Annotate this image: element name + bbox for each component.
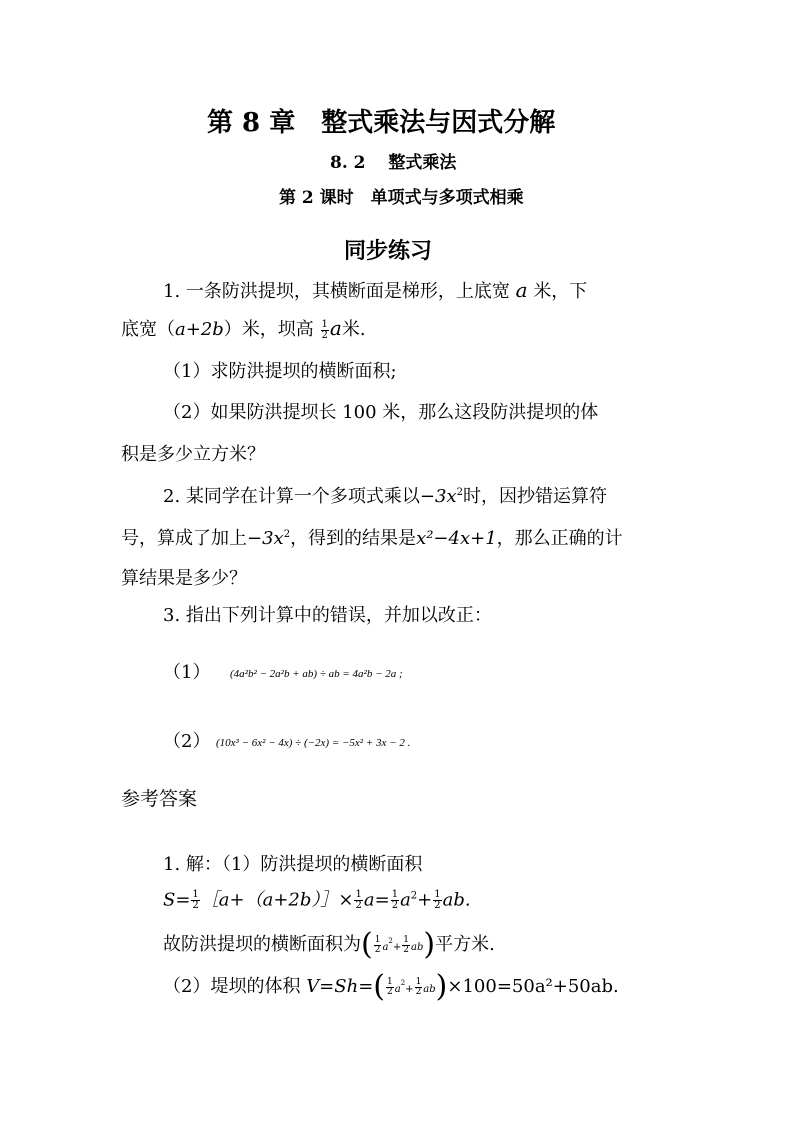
a1-s: S=: [163, 889, 191, 911]
practice-heading: 同步练习: [344, 238, 433, 264]
answer1-intro: 1. 解：（1）防洪提坝的横断面积: [163, 854, 423, 875]
q1-part2-line2: 积是多少立方米？: [121, 444, 265, 465]
q3-item1-formula: (4a²b² − 2a²b + ab) ÷ ab = 4a²b − 2a ;: [230, 668, 403, 680]
q2-sup-1: 2: [456, 487, 463, 498]
q1-line2-mid: ）米，坝高: [223, 319, 314, 340]
a1-mid: ［a+（a+2b）］×: [200, 889, 354, 911]
a1-p2-sup: 2: [400, 979, 406, 987]
q2-line1-a: 2. 某同学在计算一个多项式乘以: [163, 486, 420, 507]
a1-p2-a: （2）堤坝的体积: [163, 976, 301, 997]
q2-line2-a: 号，算成了加上: [121, 528, 247, 549]
a1-p2-frac-1: [386, 978, 394, 997]
a1-frac-1-den: 2: [192, 900, 199, 911]
q1-frac-num: 1: [321, 318, 328, 330]
a1-frac-3-den: 2: [391, 900, 399, 911]
a1-frac-1: [191, 890, 199, 911]
a1-conc-frac-1-num: 1: [374, 934, 381, 945]
a1-frac-2: [354, 890, 362, 911]
q1-line2: [121, 318, 366, 341]
a1-frac-3-num: 1: [391, 889, 399, 900]
a1-conc-lparen: (: [361, 927, 373, 962]
q1-line2-var: a: [329, 316, 342, 340]
lesson-title: 第 2 课时 单项式与多项式相乘: [279, 188, 524, 208]
q2-line2-result: x²−4x+1: [416, 528, 497, 549]
a1-p2-a2: a: [394, 984, 401, 995]
q3-prompt: 3. 指出下列计算中的错误，并加以改正：: [163, 605, 492, 626]
a1-eq: a=: [363, 889, 390, 911]
a1-conc-rparen: ): [423, 927, 436, 962]
q1-line2-start: 底宽（: [121, 319, 175, 340]
a1-p2-frac-2-num: 1: [415, 976, 422, 987]
a1-frac-4: [433, 890, 441, 911]
q2-line2-b: ，得到的结果是: [290, 528, 417, 549]
a1-conc-frac-1-den: 2: [374, 944, 381, 955]
a1-conc-a: 故防洪提坝的横断面积为: [163, 934, 361, 955]
a1-frac-3: [391, 890, 399, 911]
q1-expr: a+2b: [175, 319, 224, 340]
a1-conc-a2: a: [382, 942, 389, 953]
a1-plus: +: [417, 889, 433, 911]
answer1-conclusion: [163, 927, 495, 962]
q2-line1-expr: −3x: [419, 486, 457, 507]
a1-a2: a: [400, 889, 411, 911]
a1-conc-frac-2-den: 2: [403, 944, 410, 955]
q2-line2-expr: −3x: [247, 528, 284, 549]
a1-conc-ab: ab: [411, 942, 424, 953]
a1-frac-2-den: 2: [355, 900, 362, 911]
q1-part1: （1）求防洪提坝的横断面积;: [163, 361, 397, 382]
a1-conc-b: 平方米.: [435, 934, 495, 955]
answers-heading: 参考答案: [121, 788, 198, 810]
q1-frac-den: 2: [321, 329, 328, 341]
answer1-part2: [163, 969, 619, 1004]
a1-sup: 2: [410, 890, 418, 902]
q2-line3: 算结果是多少？: [121, 568, 247, 589]
q1-line2-end: 米.: [341, 319, 366, 340]
q2-line2-c: ，那么正确的计: [496, 528, 623, 549]
q3-item2-formula: (10x³ − 6x² − 4x) ÷ (−2x) = −5x² + 3x − 2 .: [216, 737, 411, 749]
q1-var-a: a: [515, 278, 528, 302]
a1-frac-1-num: 1: [192, 889, 199, 900]
q2-line1: [163, 488, 607, 506]
q3-item1-label: （1）: [163, 662, 211, 683]
q1-text-a: 1. 一条防洪提坝，其横断面是梯形，上底宽: [163, 281, 510, 302]
a1-frac-4-den: 2: [434, 900, 441, 911]
a1-p2-ab: ab: [423, 984, 436, 995]
q2-sup-2: 2: [283, 529, 291, 540]
chapter-title: 第 8 章 整式乘法与因式分解: [207, 108, 556, 138]
a1-conc-frac-2-num: 1: [403, 934, 410, 945]
a1-p2-v: V=Sh=: [306, 976, 374, 997]
q2-line2: [121, 530, 623, 548]
q2-line1-b: 时，因抄错运算符: [462, 486, 607, 507]
a1-p2-lparen: (: [373, 969, 385, 1004]
a1-conc-plus: +: [392, 942, 402, 953]
a1-end: ab.: [442, 889, 471, 911]
q3-item2-label: （2）: [163, 731, 211, 752]
section-title: 8. 2 整式乘法: [330, 153, 457, 173]
answer1-formula: [163, 890, 471, 911]
a1-p2-frac-2: [415, 978, 423, 997]
q1-fraction: [321, 320, 329, 341]
a1-p2-end: ×100=50a²+50ab.: [447, 976, 619, 997]
a1-frac-4-num: 1: [434, 889, 441, 900]
a1-p2-frac-2-den: 2: [415, 986, 422, 997]
a1-conc-frac-2: [402, 936, 410, 955]
a1-conc-sup: 2: [388, 937, 393, 945]
a1-conc-frac-1: [374, 936, 382, 955]
q1-text-b: 米，下: [533, 281, 588, 302]
a1-p2-frac-1-den: 2: [387, 986, 393, 997]
q1-part2-line1: （2）如果防洪提坝长 100 米，那么这段防洪提坝的体: [163, 402, 599, 423]
q1-line1: [163, 280, 587, 301]
a1-p2-frac-1-num: 1: [387, 976, 393, 987]
a1-p2-rparen: ): [435, 969, 448, 1004]
a1-frac-2-num: 1: [355, 889, 362, 900]
a1-p2-plus: +: [405, 984, 414, 995]
